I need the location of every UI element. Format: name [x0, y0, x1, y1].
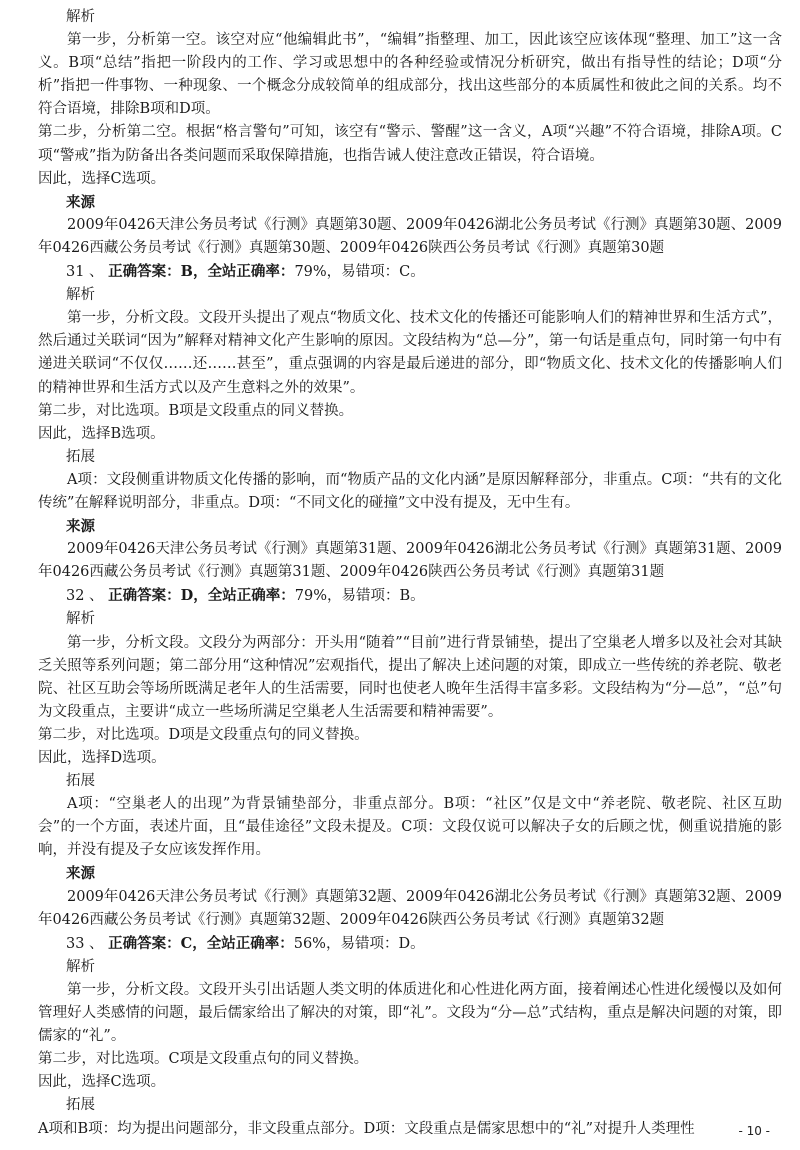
site-rate-label: 全站正确率：	[207, 587, 295, 605]
paragraph: 2009年0426天津公务员考试《行测》真题第31题、2009年0426湖北公务员考试《行测》真题第31题、2009年0426西藏公务员考试《行测》真题第31题、2009年0426陕西公务员考试《行测》真题第31题	[38, 541, 782, 581]
paragraph: 2009年0426天津公务员考试《行测》真题第32题、2009年0426湖北公务员考试《行测》真题第32题、2009年0426西藏公务员考试《行测》真题第32题、2009年0426陕西公务员考试《行测》真题第32题	[38, 888, 782, 928]
paragraph: 第一步，分析文段。文段开头提出了观点“物质文化、技术文化的传播还可能影响人们的精神世界和生活方式”，然后通过关联词“因为”解释对精神文化产生影响的原因。文段结构为“总—分”，第一句话是重点句，同时第一句中有递进关联词“不仅仅……还……甚至”，重点强调的内容是最后递进的部分，即“物质文化、技术文化的传播影响人们的精神世界和生活方式以及产生意料之外的效果”。	[38, 310, 782, 396]
document-page	[38, 6, 782, 1141]
paragraph: 第一步，分析第一空。该空对应“他编辑此书”，“编辑”指整理、加工，因此该空应该体现“整理、加工”这一含义。B项“总结”指把一阶段内的工作、学习或思想中的各种经验或情况分析研究，做出有指导性的结论；D项“分析”指把一件事物、一种现象、一个概念分成较简单的组成部分，找出这些部分的本质属性和彼此之间的关系。均不符合语境，排除B项和D项。	[38, 32, 782, 118]
error-prone-label: 易错项：	[341, 588, 400, 605]
site-rate-label: 全站正确率：	[206, 934, 294, 952]
error-prone-value: B	[399, 588, 411, 605]
paragraph: 第一步，分析文段。文段分为两部分：开头用“随着”“目前”进行背景铺垫，提出了空巢老人增多以及社会对其缺乏关照等系列问题；第二部分用“这种情况”宏观指代，提出了解决上述问题的对策，即成立一些传统的养老院、敬老院、社区互助会等场所既满足老年人的生活需要，同时也使老人晚年生活得丰富多彩。文段结构为“分—总”，“总”句为文段重点，主要讲“成立一些场所满足空巢老人生活需要和精神需要”。	[38, 634, 782, 720]
paragraph: 第一步，分析文段。文段开头引出话题人类文明的体质进化和心性进化两方面，接着阐述心性进化缓慢以及如何管理好人类感情的问题，最后儒家给出了解决的对策，即“礼”。文段为“分—总”式结构，重点是解决问题的对策，即儒家的“礼”。	[38, 981, 782, 1045]
section-heading: 来源	[66, 193, 95, 211]
error-prone-label: 易错项：	[340, 935, 399, 952]
paragraph: 第二步，分析第二空。根据“格言警句”可知，该空有“警示、警醒”这一含义，A项“兴趣”不符合语境，排除A项。C项“警戒”指为防备出各类问题而采取保障措施，也指告诫人使注意改正错误，符合语境。	[38, 124, 782, 164]
paragraph: 因此，选择D选项。	[38, 750, 166, 766]
paragraph: A项和B项：均为提出问题部分，非文段重点部分。D项：文段重点是儒家思想中的“礼”对提升人类理性	[38, 1120, 695, 1137]
site-rate-value: 56%	[293, 935, 326, 952]
question-number: 33	[66, 935, 85, 952]
section-heading: 解析	[66, 287, 95, 304]
section-heading: 解析	[66, 9, 95, 25]
error-prone-value: D	[398, 935, 411, 952]
correct-answer-value: B	[180, 263, 193, 281]
section-heading: 拓展	[66, 1097, 95, 1114]
correct-answer-label: 正确答案：	[108, 587, 181, 605]
paragraph: 因此，选择C选项。	[38, 170, 166, 187]
paragraph: A项：“空巢老人的出现”为背景铺垫部分，非重点部分。B项：“社区”仅是文中“养老院、敬老院、社区互助会”的一个方面，表述片面，且“最佳途径”文段未提及。C项：文段仅说可以解决子女的后顾之忧，侧重说措施的影响，并没有提及子女应该发挥作用。	[38, 796, 782, 859]
paragraph: 第二步，对比选项。B项是文段重点的同义替换。	[38, 402, 354, 419]
page-number: - 10 -	[738, 1124, 770, 1138]
section-heading: 解析	[66, 611, 95, 628]
section-heading: 拓展	[66, 448, 95, 465]
section-heading: 来源	[66, 518, 95, 536]
section-heading: 拓展	[66, 773, 95, 790]
answer-line: 31 、 正确答案：B，全站正确率：79%，易错项：C。	[66, 263, 425, 281]
section-heading: 来源	[66, 865, 95, 883]
paragraph: 第二步，对比选项。C项是文段重点句的同义替换。	[38, 1051, 369, 1068]
error-prone-label: 易错项：	[341, 264, 400, 281]
correct-answer-label: 正确答案：	[108, 934, 181, 952]
question-number: 32	[66, 588, 85, 605]
paragraph: 因此，选择B选项。	[38, 425, 165, 442]
section-heading: 解析	[66, 958, 95, 975]
answer-line: 33 、 正确答案：C，全站正确率：56%，易错项：D。	[66, 934, 425, 952]
paragraph: A项：文段侧重讲物质文化传播的影响，而“物质产品的文化内涵”是原因解释部分，非重点。C项：“共有的文化传统”在解释说明部分，非重点。D项：“不同文化的碰撞”文中没有提及，无中生有。	[38, 471, 782, 511]
correct-answer-label: 正确答案：	[108, 263, 181, 281]
answer-line: 32 、 正确答案：D，全站正确率：79%，易错项：B。	[66, 587, 425, 605]
site-rate-label: 全站正确率：	[207, 263, 295, 281]
site-rate-value: 79%	[294, 264, 327, 281]
question-number: 31	[66, 264, 85, 281]
correct-answer-value: C	[180, 934, 193, 952]
paragraph: 第二步，对比选项。D项是文段重点句的同义替换。	[38, 726, 369, 743]
site-rate-value: 79%	[294, 588, 327, 605]
paragraph: 因此，选择C选项。	[38, 1074, 166, 1091]
paragraph: 2009年0426天津公务员考试《行测》真题第30题、2009年0426湖北公务员考试《行测》真题第30题、2009年0426西藏公务员考试《行测》真题第30题、2009年0426陕西公务员考试《行测》真题第30题	[38, 216, 782, 256]
error-prone-value: C	[399, 264, 411, 281]
correct-answer-value: D	[180, 587, 194, 605]
